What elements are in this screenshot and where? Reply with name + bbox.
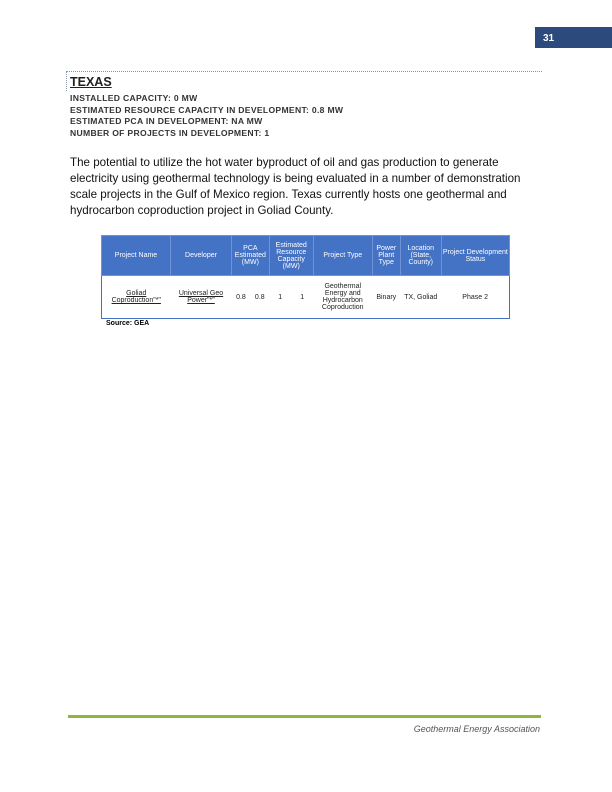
page-number: 31	[535, 27, 612, 48]
stat-pca: ESTIMATED PCA IN DEVELOPMENT: NA MW	[70, 116, 263, 126]
header-location: Location (State, County)	[400, 236, 441, 276]
divider	[66, 71, 67, 91]
stat-installed: INSTALLED CAPACITY: 0 MW	[70, 93, 198, 103]
header-plant-type: Power Plant Type	[372, 236, 400, 276]
footer-rule	[68, 715, 541, 718]
table-source: Source: GEA	[106, 320, 150, 327]
cell-location: TX, Goliad	[400, 276, 441, 319]
header-pca: PCA Estimated (MW)	[232, 236, 270, 276]
cell-pca-1: 0.8	[232, 276, 251, 319]
header-resource: Estimated Resource Capacity (MW)	[269, 236, 313, 276]
cell-pca-2: 0.8	[250, 276, 269, 319]
header-developer: Developer	[171, 236, 232, 276]
cell-developer[interactable]: Universal Geo Power"*"	[171, 276, 232, 319]
section-title: TEXAS	[70, 75, 112, 89]
stat-resource: ESTIMATED RESOURCE CAPACITY IN DEVELOPMENT: 0.8 MW	[70, 104, 344, 115]
cell-project-type: Geothermal Energy and Hydrocarbon Coproduction	[313, 276, 372, 319]
cell-project-name[interactable]: Goliad Coproduction"*"	[102, 276, 171, 319]
cell-resource-1: 1	[269, 276, 291, 319]
table-row	[102, 276, 510, 319]
stat-projects: NUMBER OF PROJECTS IN DEVELOPMENT: 1	[70, 127, 270, 138]
body-paragraph: The potential to utilize the hot water byproduct of oil and gas production to generate electricity using geothermal technology is being evaluated in a number of demonstration scale projects in the Gulf of Mexico region. Texas currently hosts one geothermal and hydrocarbon coproduction project in Goliad County.	[70, 156, 521, 217]
table-header	[102, 236, 510, 276]
footer-text: Geothermal Energy Association	[413, 724, 540, 734]
cell-plant-type: Binary	[372, 276, 400, 319]
cell-status: Phase 2	[441, 276, 509, 319]
section-stats	[70, 93, 343, 139]
divider	[66, 71, 542, 72]
header-project-name: Project Name	[102, 236, 171, 276]
projects-table	[101, 235, 510, 319]
cell-resource-2: 1	[291, 276, 313, 319]
header-status: Project Development Status	[441, 236, 509, 276]
header-project-type: Project Type	[313, 236, 372, 276]
